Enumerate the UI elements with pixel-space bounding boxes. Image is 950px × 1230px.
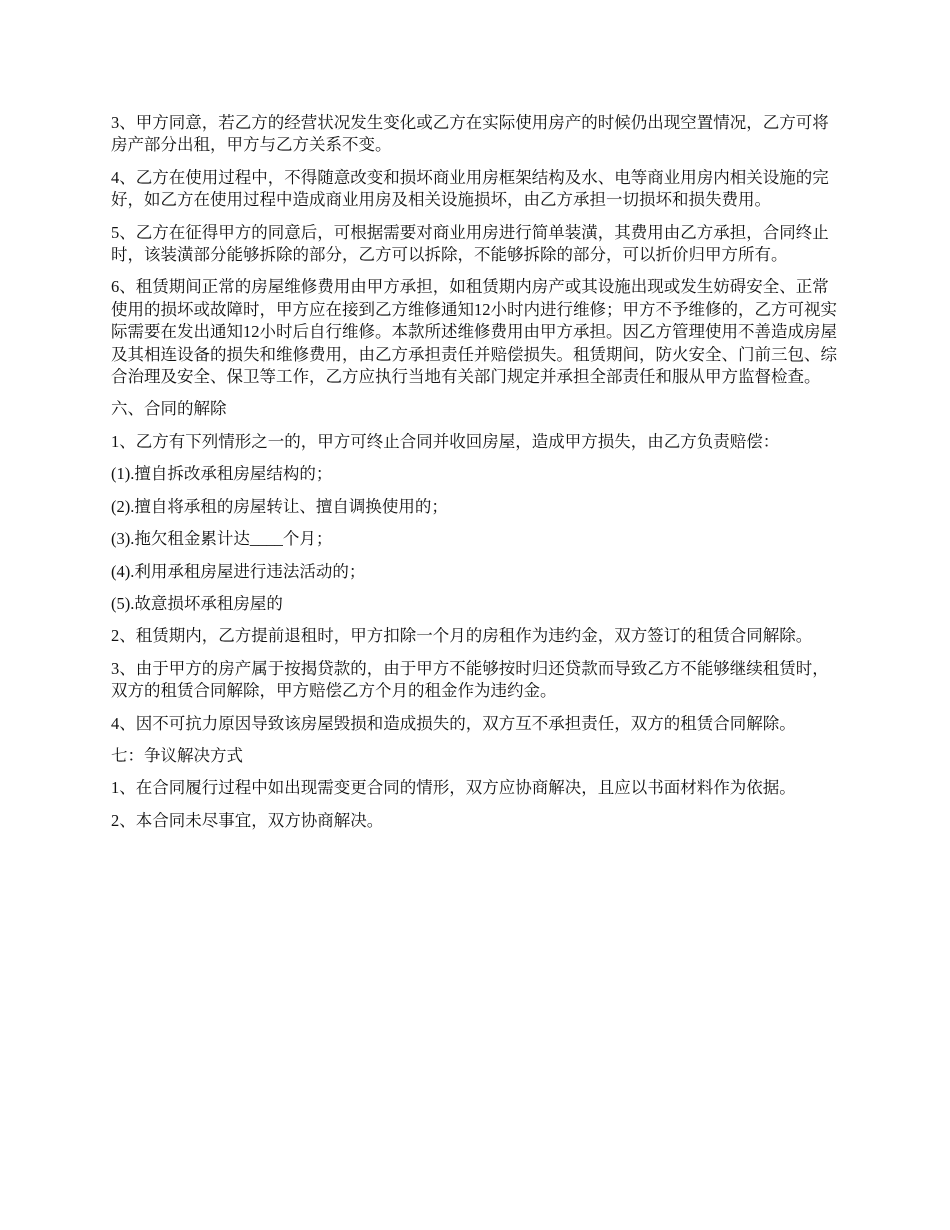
termination-item-5: (5).故意损坏承租房屋的: [111, 593, 283, 613]
clause-5-decoration: 5、乙方在征得甲方的同意后，可根据需要对商业用房进行简单装潢，其费用由乙方承担，合同终止时，该装潢部分能够拆除的部分，乙方可以拆除，不能够拆除的部分，可以折价归甲方所有。: [111, 222, 829, 265]
clause-3-vacancy-sublet: 3、甲方同意，若乙方的经营状况发生变化或乙方在实际使用房产的时候仍出现空置情况，乙方可将房产部分出租，甲方与乙方关系不变。: [111, 113, 829, 155]
termination-clause-2: 2、租赁期内，乙方提前退租时，甲方扣除一个月的房租作为违约金，双方签订的租赁合同解除。: [111, 626, 813, 646]
termination-clause-4: 4、因不可抗力原因导致该房屋毁损和造成损失的，双方互不承担责任，双方的租赁合同解除。: [111, 713, 796, 733]
section-heading-dispute: 七：争议解决方式: [111, 745, 243, 765]
dispute-clause-1: 1、在合同履行过程中如出现需变更合同的情形，双方应协商解决，且应以书面材料作为依据。: [111, 778, 796, 798]
termination-item-3: (3).拖欠租金累计达____个月；: [111, 529, 333, 549]
termination-item-4: (4).利用承租房屋进行违法活动的；: [111, 561, 366, 581]
dispute-clause-2: 2、本合同未尽事宜，双方协商解决。: [111, 810, 384, 830]
section-heading-termination: 六、合同的解除: [111, 399, 227, 419]
termination-clause-1: 1、乙方有下列情形之一的，甲方可终止合同并收回房屋，造成甲方损失，由乙方负责赔偿：: [111, 431, 780, 451]
clause-6-maintenance: 6、租赁期间正常的房屋维修费用由甲方承担，如租赁期内房产或其设施出现或发生妨碍安全、正常使用的损坏或故障时，甲方应在接到乙方维修通知12小时内进行维修；甲方不予维修的，乙方可视实际需要在发出通知12小时后自行维修。本款所述维修费用由甲方承担。因乙方管理使用不善造成房屋及其相连设备的损失和维修费用，由乙方承担责任并赔偿损失。租赁期间，防火安全、门前三包、综合治理及安全、保卫等工作，乙方应执行当地有关部门规定并承担全部责任和服从甲方监督检查。: [111, 277, 837, 387]
termination-item-2: (2).擅自将承租的房屋转让、擅自调换使用的；: [111, 496, 448, 516]
clause-4-no-structural-change: 4、乙方在使用过程中，不得随意改变和损坏商业用房框架结构及水、电等商业用房内相关设施的完好，如乙方在使用过程中造成商业用房及相关设施损坏，由乙方承担一切损坏和损失费用。: [111, 167, 829, 210]
document-body: [111, 112, 839, 842]
termination-clause-3: 3、由于甲方的房产属于按揭贷款的，由于甲方不能够按时归还贷款而导致乙方不能够继续租赁时，双方的租赁合同解除，甲方赔偿乙方个月的租金作为违约金。: [111, 658, 829, 701]
termination-item-1: (1).擅自拆改承租房屋结构的；: [111, 464, 333, 484]
